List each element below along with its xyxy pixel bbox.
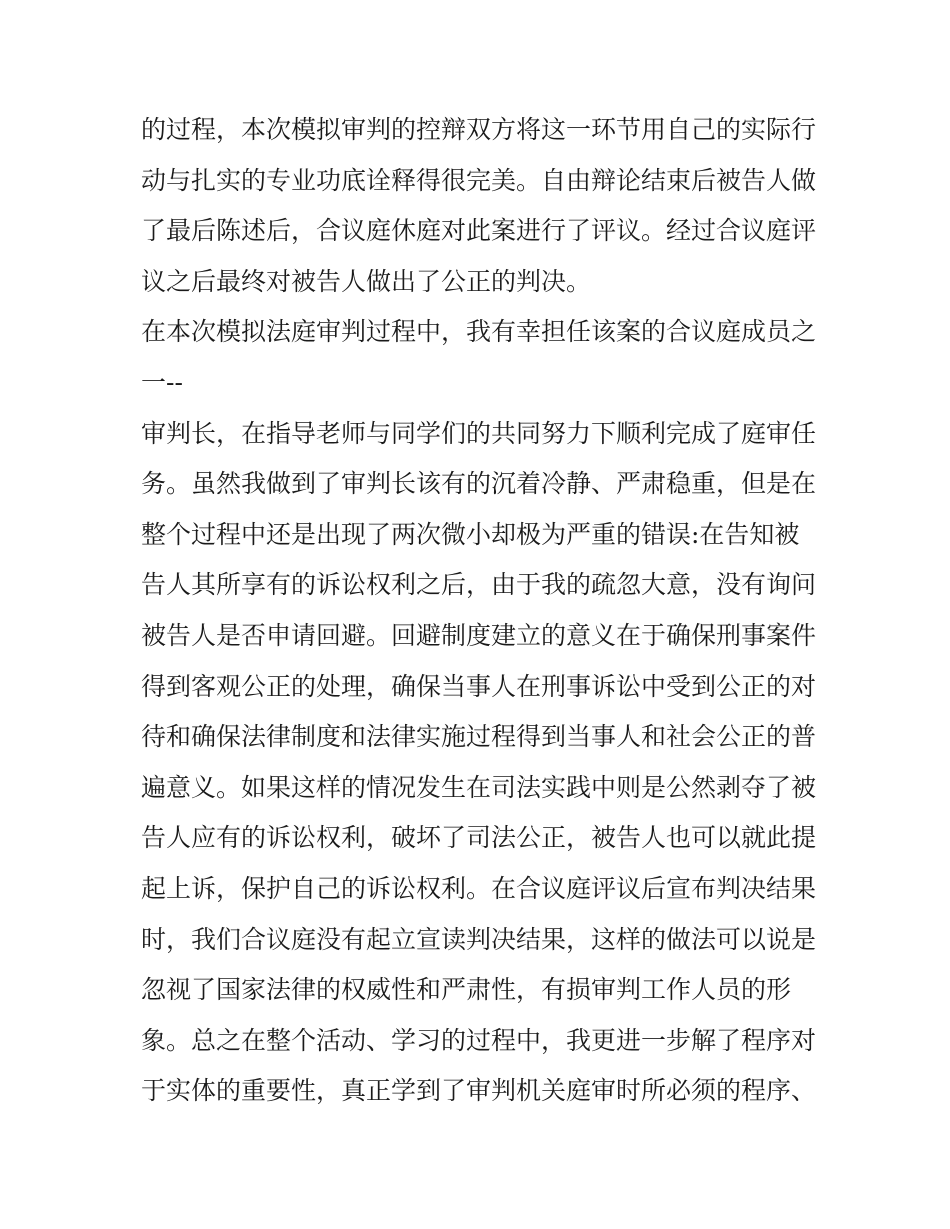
- text-line: 被告人是否申请回避。回避制度建立的意义在于确保刑事案件: [141, 620, 817, 650]
- text-line: 务。虽然我做到了审判长该有的沉着冷静、严肃稳重，但是在: [141, 469, 817, 499]
- text-line: 整个过程中还是出现了两次微小却极为严重的错误:在告知被: [141, 519, 800, 549]
- text-line: 象。总之在整个活动、学习的过程中，我更进一步解了程序对: [141, 1025, 817, 1055]
- text-line: 一--: [141, 367, 183, 397]
- text-line: 遍意义。如果这样的情况发生在司法实践中则是公然剥夺了被: [141, 772, 817, 802]
- text-line: 忽视了国家法律的权威性和严肃性，有损审判工作人员的形: [141, 975, 792, 1005]
- text-line: 的过程，本次模拟审判的控辩双方将这一环节用自己的实际行: [141, 115, 817, 144]
- text-line: 告人应有的诉讼权利，破坏了司法公正，被告人也可以就此提: [141, 823, 817, 853]
- document-body: [141, 105, 821, 1117]
- text-line: 议之后最终对被告人做出了公正的判决。: [141, 266, 592, 296]
- text-line: 了最后陈述后，合议庭休庭对此案进行了评议。经过合议庭评: [141, 216, 817, 246]
- text-line: 在本次模拟法庭审判过程中，我有幸担任该案的合议庭成员之: [141, 317, 817, 347]
- text-line: 动与扎实的专业功底诠释得很完美。自由辩论结束后被告人做: [141, 165, 817, 195]
- text-line: 得到客观公正的处理，确保当事人在刑事诉讼中受到公正的对: [141, 671, 817, 701]
- text-line: 审判长，在指导老师与同学们的共同努力下顺利完成了庭审任: [141, 418, 817, 448]
- text-line: 告人其所享有的诉讼权利之后，由于我的疏忽大意，没有询问: [141, 570, 817, 600]
- text-line: 于实体的重要性，真正学到了审判机关庭审时所必须的程序、: [141, 1076, 817, 1106]
- text-line: 起上诉，保护自己的诉讼权利。在合议庭评议后宣布判决结果: [141, 873, 817, 903]
- text-line: 待和确保法律制度和法律实施过程得到当事人和社会公正的普: [141, 722, 817, 752]
- text-line: 时，我们合议庭没有起立宣读判决结果，这样的做法可以说是: [141, 924, 817, 954]
